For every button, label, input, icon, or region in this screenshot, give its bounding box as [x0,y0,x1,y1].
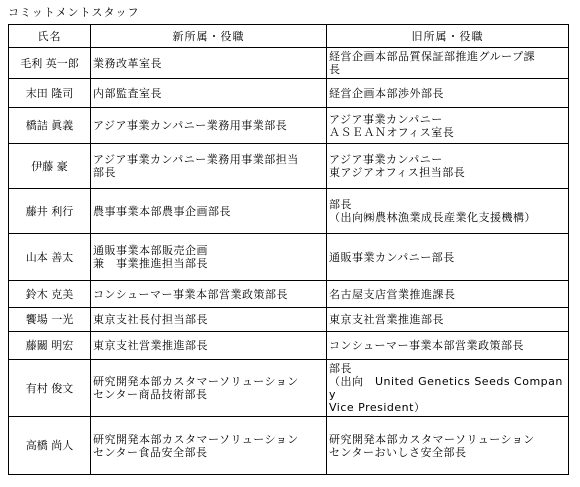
table-caption: コミットメントスタッフ [8,6,140,19]
header-name: 氏名 [9,25,91,48]
old-position [327,308,569,332]
old-position-line: 長 [329,63,341,76]
new-position [91,281,327,308]
table-row [9,234,569,281]
old-position [327,234,569,281]
person-name: 饗場 一光 [9,308,91,332]
table-row [9,108,569,144]
old-position [327,144,569,189]
old-position-line: 経営企画本部品質保証部推進グループ課 [329,50,536,63]
new-position [91,332,327,360]
table-row [9,48,569,79]
person-name: 毛利 英一郎 [9,48,91,79]
new-position [91,189,327,234]
old-position-line: （出向 United Genetics Seeds Company [329,375,563,401]
new-position [91,234,327,281]
new-position [91,360,327,417]
new-position-line: コンシューマー事業本部営業政策部長 [93,287,289,301]
person-name: 伊藤 豪 [9,144,91,189]
old-position [327,417,569,475]
old-position [327,360,569,417]
old-position [327,48,569,79]
new-position-line: センター商品技術部長 [93,388,208,401]
new-position-line: 業務改革室長 [93,56,162,70]
person-name: 藤關 明宏 [9,332,91,360]
old-position-line: コンシューマー事業本部営業政策部長 [329,339,525,352]
new-position-line: 東京支社長付担当部長 [93,313,208,326]
old-position-line: Vice President） [329,401,426,414]
new-position [91,417,327,475]
old-position-line: 部長 [329,198,352,211]
old-position [327,281,569,308]
new-position-line: 研究開発本部カスタマーソリューション [93,375,299,388]
table-row [9,308,569,332]
table-row [9,332,569,360]
old-position-line: 部長 [329,362,352,375]
old-position-line: 東京支社営業推進部長 [329,313,444,326]
old-position [327,108,569,144]
person-name: 有村 俊文 [9,360,91,417]
old-position-line: 研究開発本部カスタマーソリューション [329,432,535,446]
table-row [9,144,569,189]
new-position-line: 通販事業本部販売企画 [93,244,208,257]
old-position-line: アジア事業カンパニー [329,112,443,126]
header-new-position: 新所属・役職 [91,25,327,48]
new-position [91,108,327,144]
table-row [9,79,569,108]
table-row [9,189,569,234]
old-position-line: 通販事業カンパニー部長 [329,250,455,264]
old-position-line: 名古屋支店営業推進課長 [329,287,456,301]
old-position [327,189,569,234]
header-row [9,25,569,48]
new-position-line: アジア事業カンパニー業務用事業部長 [93,119,288,132]
new-position-line: 東京支社営業推進部長 [93,339,208,352]
table-row [9,360,569,417]
table-row [9,281,569,308]
old-position-line: 経営企画本部渉外部長 [329,86,444,100]
old-position [327,332,569,360]
new-position-line: 研究開発本部カスタマーソリューション [93,432,299,446]
new-position [91,308,327,332]
new-position-line: 部長 [93,166,116,179]
new-position-line: 兼 事業推進担当部長 [93,257,208,270]
old-position-line: ＡＳＥＡＮオフィス室長 [329,125,455,139]
person-name: 末田 隆司 [9,79,91,108]
old-position [327,79,569,108]
new-position-line: センター食品安全部長 [93,445,208,459]
person-name: 高橋 尚人 [9,417,91,475]
new-position-line: 農事事業本部農事企画部長 [93,204,231,218]
header-old-position: 旧所属・役職 [327,25,569,48]
old-position-line: （出向㈱農林漁業成長産業化支援機構） [329,211,536,224]
person-name: 鈴木 克美 [9,281,91,308]
new-position [91,79,327,108]
new-position [91,144,327,189]
new-position [91,48,327,79]
old-position-line: センターおいしさ安全部長 [329,445,467,459]
person-name: 藤井 利行 [9,189,91,234]
old-position-line: 東アジアオフィス担当部長 [329,166,466,179]
person-name: 橋詰 眞義 [9,108,91,144]
personnel-table [8,24,569,475]
new-position-line: アジア事業カンパニー業務用事業部担当 [93,153,299,166]
new-position-line: 内部監査室長 [93,86,162,100]
person-name: 山本 善太 [9,234,91,281]
table-row [9,417,569,475]
old-position-line: アジア事業カンパニー [329,153,443,166]
